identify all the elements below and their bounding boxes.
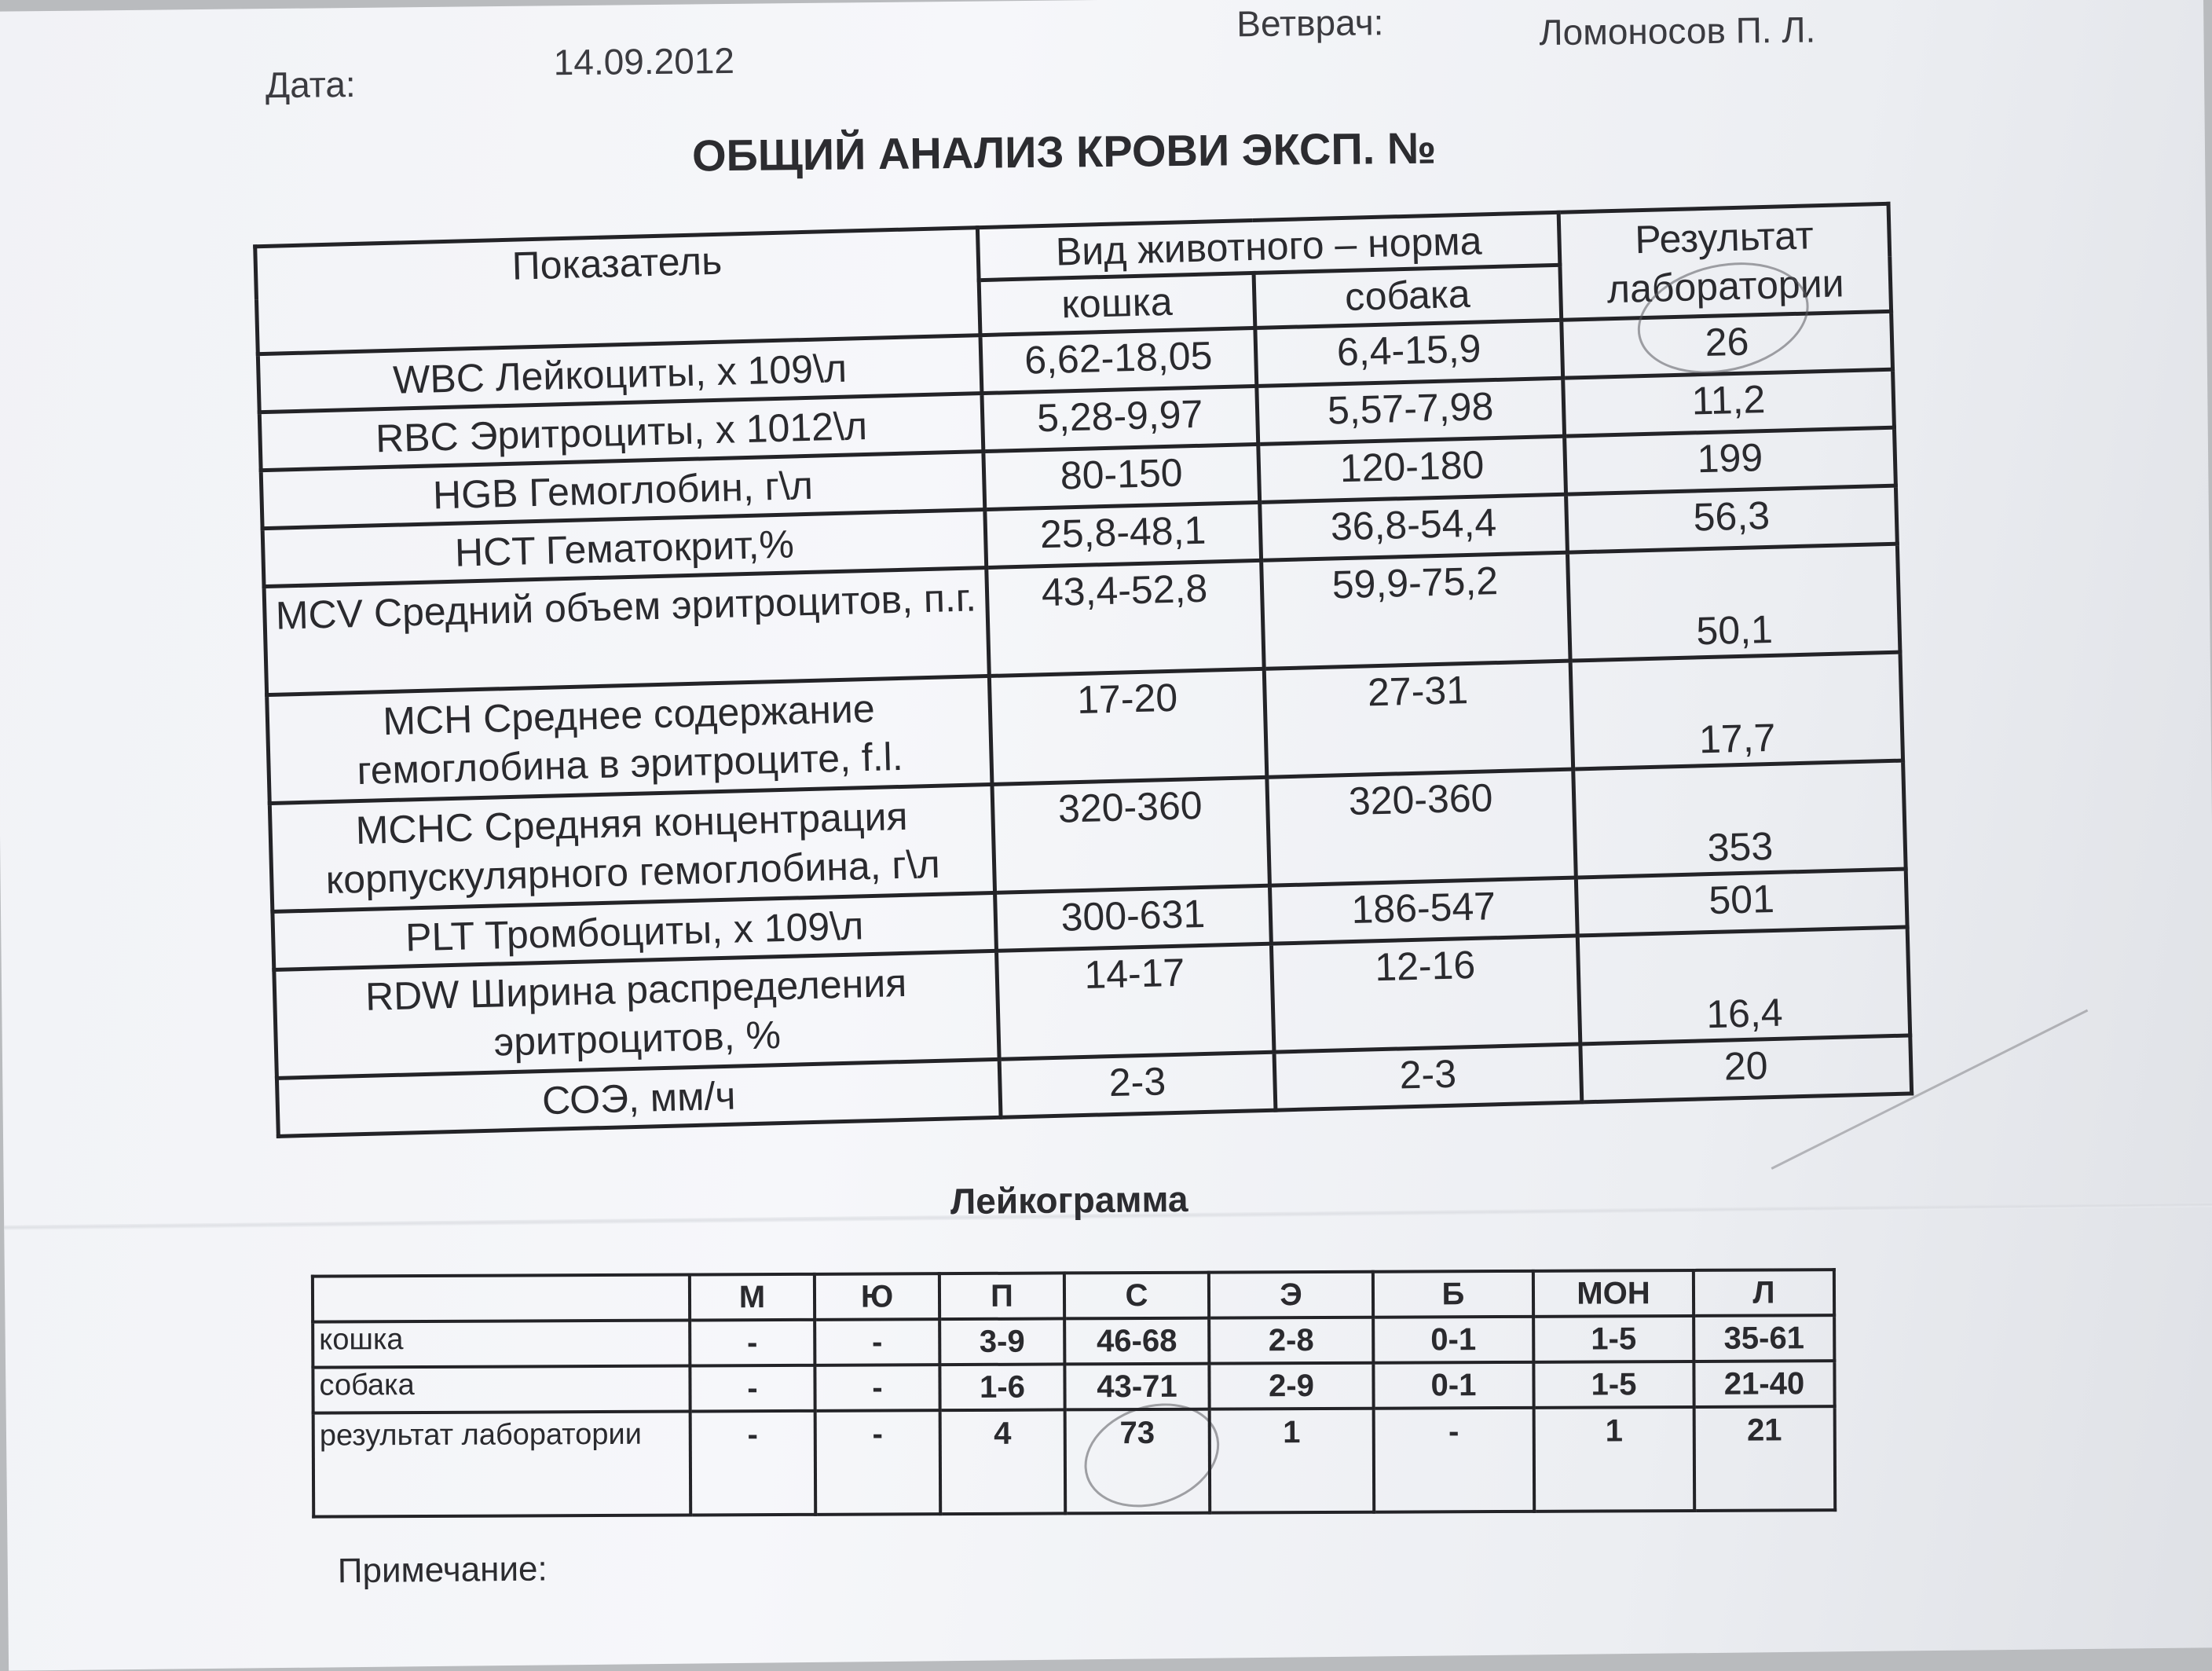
row-result: 353 [1573, 760, 1906, 878]
col-header: С [1064, 1273, 1209, 1319]
cell-value: 2-8 [1209, 1317, 1373, 1364]
row-cat-norm: 2-3 [999, 1052, 1276, 1117]
cell-value: - [690, 1411, 816, 1515]
row-result: 16,4 [1577, 927, 1910, 1044]
row-result: 20 [1580, 1035, 1912, 1102]
row-result: 50,1 [1567, 544, 1899, 661]
row-result: 17,7 [1570, 652, 1903, 769]
cell-value: 73 [1065, 1409, 1210, 1514]
row-cat-norm: 300-631 [995, 885, 1272, 951]
date-label: Дата: [265, 63, 356, 106]
row-cat-norm: 6,62-18,05 [980, 328, 1257, 393]
row-cat-norm: 80-150 [983, 444, 1260, 509]
row-indicator: PLT Тромбоциты, x 109\л [273, 892, 997, 969]
cell-value: 43-71 [1064, 1364, 1209, 1410]
col-header: Л [1694, 1270, 1834, 1316]
row-dog-norm: 5,57-7,98 [1257, 378, 1565, 444]
cell-value: 1 [1210, 1409, 1375, 1513]
cell-value: - [690, 1320, 815, 1366]
header-result: Результат лаборатории [1558, 203, 1891, 320]
col-header: Э [1209, 1272, 1373, 1318]
row-dog-norm: 59,9-75,2 [1262, 552, 1570, 669]
col-header: П [939, 1273, 1064, 1319]
row-result: 56,3 [1566, 486, 1898, 552]
cell-value: 2-9 [1209, 1363, 1373, 1409]
row-result: 26 [1562, 311, 1893, 378]
document-title: ОБЩИЙ АНАЛИЗ КРОВИ ЭКСП. № [691, 123, 1437, 181]
cell-value: 21 [1694, 1406, 1836, 1511]
leucogram-table [311, 1268, 1837, 1518]
row-indicator: MCH Среднее содержание гемоглобина в эритроците, f.l. [267, 676, 992, 803]
row-cat-norm: 320-360 [992, 777, 1269, 892]
row-cat-norm: 17-20 [989, 669, 1266, 784]
row-indicator: HCT Гематокрит,% [262, 510, 987, 587]
header-species-norm: Вид животного – норма [977, 212, 1560, 280]
row-dog-norm: 27-31 [1264, 661, 1573, 777]
cell-value: 0-1 [1373, 1362, 1533, 1409]
note-label: Примечание: [337, 1549, 548, 1591]
cell-value: 1-5 [1533, 1361, 1694, 1408]
cell-value: - [815, 1410, 941, 1515]
row-label: собака [313, 1366, 690, 1413]
cell-value: 4 [940, 1409, 1066, 1514]
row-cat-norm: 43,4-52,8 [987, 560, 1264, 676]
row-dog-norm: 120-180 [1258, 436, 1566, 502]
leucogram-title: Лейкограмма [950, 1178, 1188, 1222]
col-header: Ю [815, 1273, 939, 1320]
vet-label: Ветврач: [1236, 2, 1384, 45]
cell-value: - [690, 1365, 815, 1412]
header-dog: собака [1254, 265, 1562, 328]
row-result: 199 [1565, 427, 1896, 494]
row-result: 501 [1576, 869, 1907, 936]
row-label: результат лаборатории [313, 1412, 691, 1517]
row-cat-norm: 5,28-9,97 [982, 386, 1258, 451]
cell-value: - [815, 1365, 939, 1411]
row-indicator: СОЭ, мм/ч [276, 1059, 1001, 1136]
cell-value: 35-61 [1694, 1315, 1834, 1361]
col-header: М [690, 1274, 815, 1321]
cell-value: 1-6 [939, 1364, 1064, 1410]
row-dog-norm: 186-547 [1269, 878, 1577, 944]
row-result: 11,2 [1563, 369, 1895, 436]
leucogram-corner [313, 1275, 690, 1322]
cell-value: 1-5 [1533, 1316, 1694, 1362]
col-header: МОН [1533, 1270, 1694, 1317]
row-indicator: RBC Эритроциты, x 1012\л [259, 394, 983, 471]
row-indicator: RDW Ширина распределения эритроцитов, % [274, 951, 999, 1078]
vet-name: Ломоносов П. Л. [1539, 9, 1816, 53]
header-indicator: Показатель [255, 228, 980, 354]
cell-value: - [1374, 1408, 1535, 1512]
row-dog-norm: 6,4-15,9 [1255, 320, 1563, 386]
row-dog-norm: 36,8-54,4 [1260, 494, 1568, 560]
row-cat-norm: 14-17 [997, 944, 1274, 1059]
cell-value: 0-1 [1373, 1317, 1533, 1363]
cell-value: 1 [1534, 1407, 1695, 1512]
cell-value: 21-40 [1694, 1361, 1834, 1407]
row-indicator: WBC Лейкоциты, x 109\л [258, 335, 982, 412]
header-cat: кошка [979, 273, 1255, 335]
cell-value: 3-9 [939, 1318, 1064, 1365]
row-indicator: MCHC Средняя концентрация корпускулярного гемоглобина, г\л [269, 784, 994, 911]
date-value: 14.09.2012 [553, 39, 735, 83]
row-cat-norm: 25,8-48,1 [985, 502, 1262, 567]
col-header: Б [1373, 1271, 1533, 1317]
row-indicator: HGB Гемоглобин, г\л [261, 452, 985, 529]
row-indicator: MCV Средний объем эритроцитов, п.г. [264, 568, 989, 695]
row-dog-norm: 320-360 [1267, 769, 1576, 885]
cell-value: 46-68 [1064, 1318, 1209, 1365]
row-dog-norm: 2-3 [1274, 1044, 1582, 1110]
cell-value: - [815, 1319, 939, 1365]
row-dog-norm: 12-16 [1271, 936, 1580, 1052]
row-label: кошка [313, 1321, 690, 1368]
